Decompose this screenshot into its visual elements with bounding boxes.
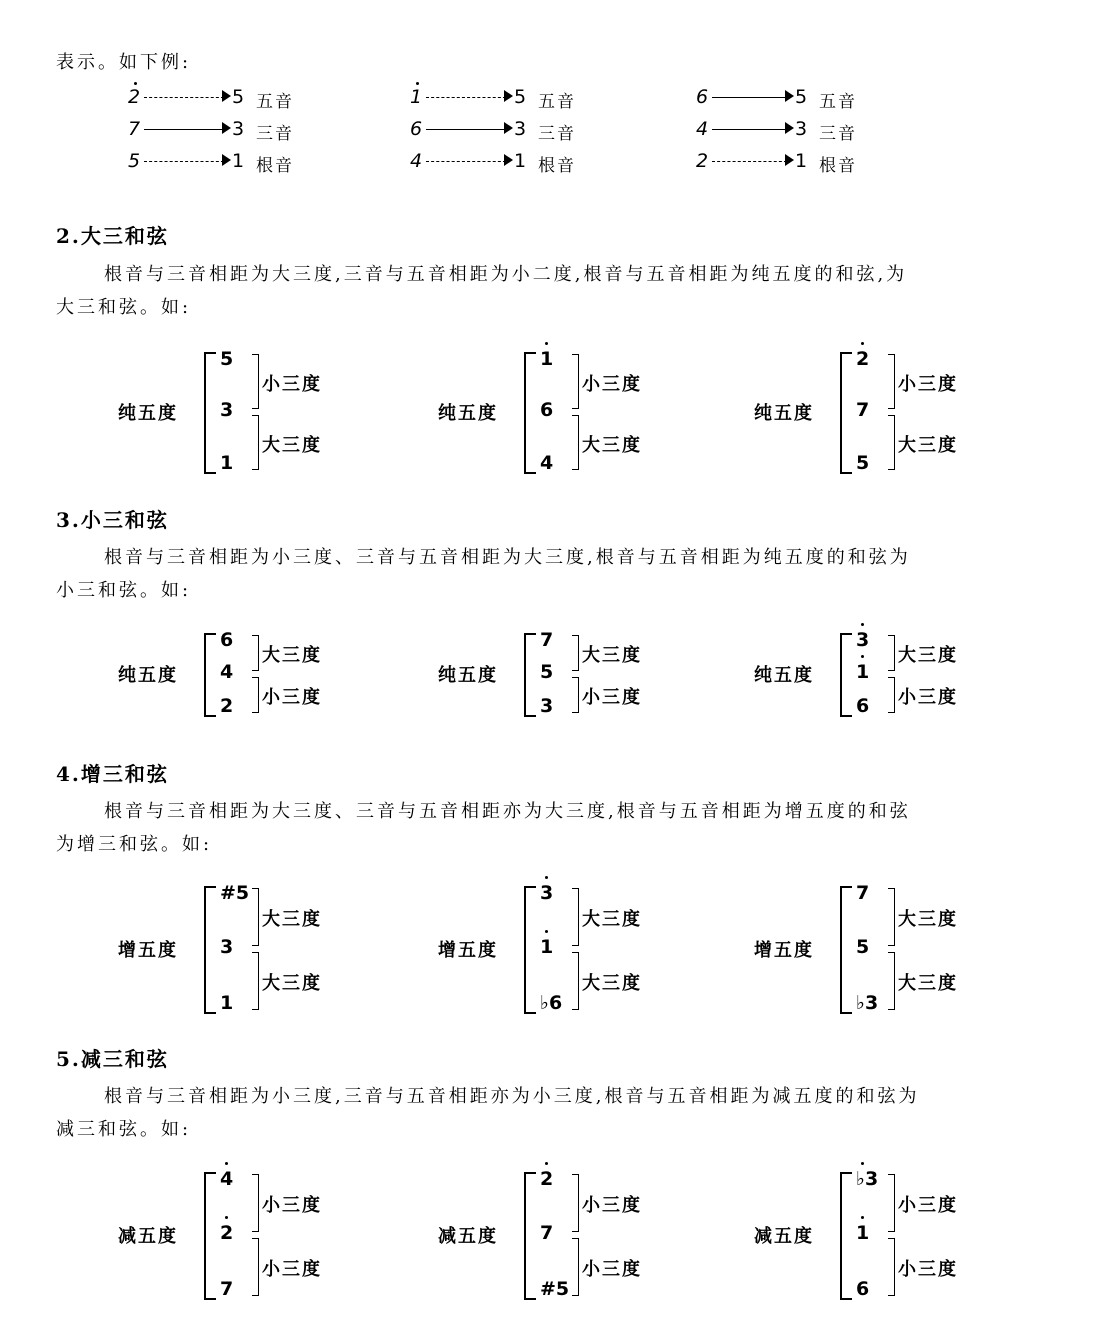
chord-diagram — [754, 1168, 1054, 1306]
arrow-from-note: 6 — [696, 86, 709, 108]
left-bracket — [524, 886, 536, 1014]
octave-dot-icon — [545, 930, 548, 933]
chord-root-note: #5 — [540, 1278, 570, 1300]
example-arrow-row — [696, 118, 896, 142]
example-arrow-row — [128, 86, 328, 110]
arrow-label: 五音 — [538, 92, 576, 112]
upper-interval-label: 小三度 — [898, 1195, 958, 1216]
upper-interval-bracket — [252, 354, 259, 409]
upper-interval-label: 大三度 — [582, 645, 642, 666]
outer-interval-label: 减五度 — [118, 1226, 178, 1247]
lower-interval-label: 大三度 — [582, 434, 642, 456]
arrow-from-note: 1 — [410, 86, 423, 108]
upper-interval-label: 大三度 — [898, 909, 958, 930]
arrow-head-icon — [504, 154, 513, 166]
upper-interval-bracket — [572, 635, 579, 671]
chord-diagram — [438, 629, 738, 723]
example-arrow-row — [410, 86, 610, 110]
chord-root-note: ♭6 — [540, 992, 563, 1014]
arrow-line — [144, 161, 224, 162]
upper-interval-bracket — [888, 1174, 895, 1232]
chord-third-note: 7 — [540, 1222, 554, 1244]
arrow-to-note: 5 — [514, 86, 527, 108]
chord-third-note: 1 — [856, 1222, 870, 1244]
lower-interval-bracket — [888, 952, 895, 1010]
arrow-head-icon — [785, 90, 794, 102]
example-arrow-row — [696, 150, 896, 174]
upper-interval-bracket — [888, 354, 895, 409]
arrow-from-note: 2 — [128, 86, 141, 108]
octave-dot-icon — [134, 82, 137, 85]
arrow-line — [712, 97, 787, 98]
lower-interval-bracket — [252, 952, 259, 1010]
lower-interval-label: 小三度 — [898, 1259, 958, 1280]
upper-interval-bracket — [888, 888, 895, 946]
outer-interval-label: 减五度 — [438, 1226, 498, 1247]
chord-fifth-note: 7 — [540, 629, 554, 651]
left-bracket — [524, 1172, 536, 1300]
outer-interval-label: 纯五度 — [438, 403, 498, 424]
outer-interval-label: 纯五度 — [438, 665, 498, 686]
arrow-line — [144, 129, 224, 130]
chord-diagram — [118, 882, 418, 1020]
section-text-line2: 减三和弦。如: — [56, 1119, 192, 1140]
chord-fifth-note: 2 — [856, 348, 870, 370]
arrow-to-note: 1 — [232, 150, 245, 172]
upper-interval-label: 大三度 — [898, 645, 958, 666]
upper-interval-label: 大三度 — [262, 645, 322, 666]
section-text-line1: 根音与三音相距为小三度、三音与五音相距为大三度,根音与五音相距为纯五度的和弦为 — [104, 547, 911, 568]
arrow-from-note: 5 — [128, 150, 141, 172]
section-text-line2: 为增三和弦。如: — [56, 834, 213, 855]
upper-interval-bracket — [252, 1174, 259, 1232]
outer-interval-label: 增五度 — [438, 940, 498, 961]
octave-dot-icon — [861, 342, 864, 345]
arrow-line — [712, 161, 787, 162]
lower-interval-label: 小三度 — [898, 687, 958, 708]
arrow-line — [426, 129, 506, 130]
upper-interval-label: 小三度 — [582, 373, 642, 395]
chord-root-note: 2 — [220, 695, 234, 717]
outer-interval-label: 增五度 — [754, 940, 814, 961]
arrow-label: 根音 — [819, 156, 857, 176]
arrow-label: 根音 — [256, 156, 294, 176]
section-heading: 2.大三和弦 — [56, 224, 169, 248]
octave-dot-icon — [861, 1162, 864, 1165]
left-bracket — [840, 633, 852, 717]
lower-interval-bracket — [572, 952, 579, 1010]
upper-interval-label: 小三度 — [898, 373, 958, 395]
chord-third-note: 5 — [856, 936, 870, 958]
section-heading: 5.减三和弦 — [56, 1047, 169, 1071]
intro-text: 表示。如下例: — [56, 52, 192, 73]
chord-third-note: 2 — [220, 1222, 234, 1244]
arrow-to-note: 5 — [795, 86, 808, 108]
chord-root-note: 1 — [220, 992, 234, 1014]
outer-interval-label: 减五度 — [754, 1226, 814, 1247]
chord-diagram — [438, 1168, 738, 1306]
upper-interval-bracket — [572, 888, 579, 946]
arrow-label: 五音 — [819, 92, 857, 112]
left-bracket — [840, 1172, 852, 1300]
chord-fifth-note: 1 — [540, 348, 554, 370]
chord-third-note: 3 — [220, 936, 234, 958]
lower-interval-bracket — [572, 1238, 579, 1296]
example-arrow-row — [410, 150, 610, 174]
arrow-label: 根音 — [538, 156, 576, 176]
chord-third-note: 1 — [856, 661, 870, 683]
upper-interval-label: 小三度 — [262, 373, 322, 395]
arrow-from-note: 4 — [696, 118, 709, 140]
chord-diagram — [754, 882, 1054, 1020]
lower-interval-label: 大三度 — [262, 434, 322, 456]
upper-interval-bracket — [888, 635, 895, 671]
chord-fifth-note: #5 — [220, 882, 250, 904]
lower-interval-bracket — [252, 677, 259, 713]
chord-root-note: 6 — [856, 1278, 870, 1300]
lower-interval-bracket — [252, 415, 259, 470]
lower-interval-bracket — [888, 1238, 895, 1296]
chord-fifth-note: 3 — [856, 629, 870, 651]
lower-interval-bracket — [572, 677, 579, 713]
lower-interval-label: 小三度 — [582, 687, 642, 708]
chord-fifth-note: ♭3 — [856, 1168, 879, 1190]
arrow-label: 三音 — [538, 124, 576, 144]
chord-diagram — [118, 348, 418, 480]
upper-interval-bracket — [572, 354, 579, 409]
arrow-to-note: 3 — [514, 118, 527, 140]
chord-root-note: 6 — [856, 695, 870, 717]
chord-root-note: 5 — [856, 452, 870, 474]
arrow-label: 五音 — [256, 92, 294, 112]
left-bracket — [204, 1172, 216, 1300]
lower-interval-label: 大三度 — [898, 434, 958, 456]
chord-third-note: 1 — [540, 936, 554, 958]
chord-third-note: 4 — [220, 661, 234, 683]
arrow-to-note: 1 — [795, 150, 808, 172]
octave-dot-icon — [545, 876, 548, 879]
arrow-line — [426, 97, 506, 98]
arrow-from-note: 2 — [696, 150, 709, 172]
chord-diagram — [754, 348, 1054, 480]
chord-root-note: ♭3 — [856, 992, 879, 1014]
arrow-label: 三音 — [819, 124, 857, 144]
lower-interval-bracket — [572, 415, 579, 470]
octave-dot-icon — [545, 1162, 548, 1165]
left-bracket — [204, 633, 216, 717]
octave-dot-icon — [416, 82, 419, 85]
arrow-from-note: 7 — [128, 118, 141, 140]
octave-dot-icon — [545, 342, 548, 345]
arrow-head-icon — [504, 90, 513, 102]
lower-interval-label: 大三度 — [582, 973, 642, 994]
chord-diagram — [754, 629, 1054, 723]
chord-diagram — [118, 1168, 418, 1306]
upper-interval-bracket — [572, 1174, 579, 1232]
arrow-line — [144, 97, 224, 98]
octave-dot-icon — [861, 655, 864, 658]
outer-interval-label: 纯五度 — [118, 403, 178, 424]
left-bracket — [204, 352, 216, 474]
section-text-line1: 根音与三音相距为大三度、三音与五音相距亦为大三度,根音与五音相距为增五度的和弦 — [104, 801, 911, 822]
chord-root-note: 4 — [540, 452, 554, 474]
outer-interval-label: 增五度 — [118, 940, 178, 961]
arrow-from-note: 4 — [410, 150, 423, 172]
arrow-line — [426, 161, 506, 162]
arrow-label: 三音 — [256, 124, 294, 144]
outer-interval-label: 纯五度 — [754, 665, 814, 686]
left-bracket — [840, 352, 852, 474]
lower-interval-bracket — [888, 677, 895, 713]
arrow-to-note: 5 — [232, 86, 245, 108]
lower-interval-bracket — [888, 415, 895, 470]
example-arrow-row — [410, 118, 610, 142]
left-bracket — [204, 886, 216, 1014]
example-arrow-row — [128, 150, 328, 174]
chord-fifth-note: 4 — [220, 1168, 234, 1190]
section-text-line1: 根音与三音相距为小三度,三音与五音相距亦为小三度,根音与五音相距为减五度的和弦为 — [104, 1086, 920, 1107]
lower-interval-label: 大三度 — [262, 973, 322, 994]
arrow-from-note: 6 — [410, 118, 423, 140]
chord-diagram — [118, 629, 418, 723]
arrow-head-icon — [222, 154, 231, 166]
left-bracket — [524, 633, 536, 717]
section-heading: 3.小三和弦 — [56, 508, 169, 532]
chord-diagram — [438, 882, 738, 1020]
example-arrow-row — [696, 86, 896, 110]
octave-dot-icon — [225, 1216, 228, 1219]
lower-interval-bracket — [252, 1238, 259, 1296]
chord-fifth-note: 3 — [540, 882, 554, 904]
arrow-line — [712, 129, 787, 130]
arrow-head-icon — [222, 122, 231, 134]
lower-interval-label: 小三度 — [262, 687, 322, 708]
section-text-line2: 小三和弦。如: — [56, 580, 192, 601]
octave-dot-icon — [225, 1162, 228, 1165]
upper-interval-bracket — [252, 888, 259, 946]
section-heading: 4.增三和弦 — [56, 762, 169, 786]
chord-fifth-note: 2 — [540, 1168, 554, 1190]
arrow-head-icon — [222, 90, 231, 102]
chord-third-note: 7 — [856, 399, 870, 421]
octave-dot-icon — [861, 623, 864, 626]
upper-interval-label: 小三度 — [262, 1195, 322, 1216]
upper-interval-label: 小三度 — [582, 1195, 642, 1216]
chord-third-note: 6 — [540, 399, 554, 421]
section-text-line2: 大三和弦。如: — [56, 297, 192, 318]
chord-fifth-note: 5 — [220, 348, 234, 370]
upper-interval-label: 大三度 — [262, 909, 322, 930]
chord-third-note: 3 — [220, 399, 234, 421]
chord-root-note: 3 — [540, 695, 554, 717]
upper-interval-bracket — [252, 635, 259, 671]
lower-interval-label: 小三度 — [582, 1259, 642, 1280]
upper-interval-label: 大三度 — [582, 909, 642, 930]
arrow-head-icon — [504, 122, 513, 134]
octave-dot-icon — [861, 1216, 864, 1219]
outer-interval-label: 纯五度 — [118, 665, 178, 686]
chord-diagram — [438, 348, 738, 480]
arrow-head-icon — [785, 154, 794, 166]
arrow-head-icon — [785, 122, 794, 134]
outer-interval-label: 纯五度 — [754, 403, 814, 424]
chord-third-note: 5 — [540, 661, 554, 683]
chord-fifth-note: 7 — [856, 882, 870, 904]
lower-interval-label: 小三度 — [262, 1259, 322, 1280]
example-arrow-row — [128, 118, 328, 142]
chord-fifth-note: 6 — [220, 629, 234, 651]
chord-root-note: 1 — [220, 452, 234, 474]
section-text-line1: 根音与三音相距为大三度,三音与五音相距为小二度,根音与五音相距为纯五度的和弦,为 — [104, 264, 908, 285]
arrow-to-note: 1 — [514, 150, 527, 172]
chord-root-note: 7 — [220, 1278, 234, 1300]
left-bracket — [840, 886, 852, 1014]
arrow-to-note: 3 — [795, 118, 808, 140]
lower-interval-label: 大三度 — [898, 973, 958, 994]
arrow-to-note: 3 — [232, 118, 245, 140]
left-bracket — [524, 352, 536, 474]
